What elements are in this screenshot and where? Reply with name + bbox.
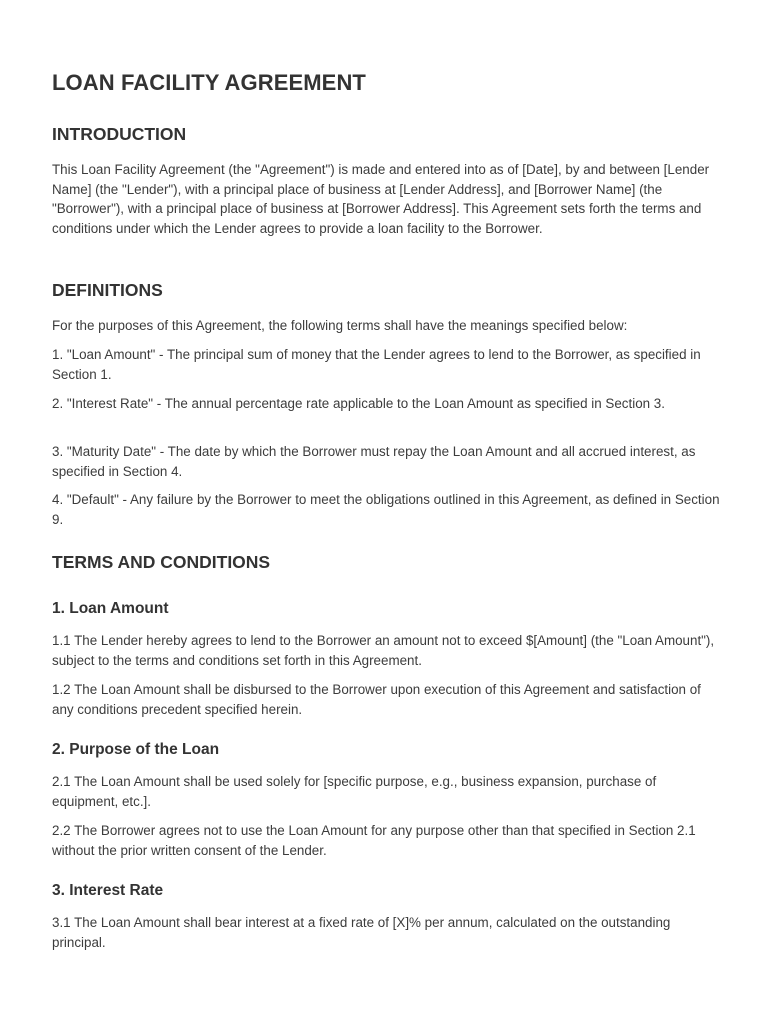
section-1-1-paragraph: 1.1 The Lender hereby agrees to lend to the Borrower an amount not to exceed $[Amount] (the "Loan Amount"), subject to the terms and conditions set forth in this Agreement.: [52, 633, 715, 668]
section-1-heading: 1. Loan Amount: [52, 600, 169, 617]
definition-item-maturity-date: 3. "Maturity Date" - The date by which the Borrower must repay the Loan Amount and all accrued interest, as specified in Section 4.: [52, 444, 696, 479]
definitions-heading: DEFINITIONS: [52, 280, 163, 300]
introduction-paragraph: This Loan Facility Agreement (the "Agreement") is made and entered into as of [Date], by and between [Lender Name] (the "Lender"), with a principal place of business at [Lender Address], and [Borrower Name] (the "Borrower"), with a principal place of business at [Borrower Address]. This Agreement sets forth the terms and conditions under which the Lender agrees to provide a loan facility to the Borrower.: [52, 162, 710, 236]
section-2-heading: 2. Purpose of the Loan: [52, 741, 220, 758]
section-2-1-paragraph: 2.1 The Loan Amount shall be used solely for [specific purpose, e.g., business expansion, purchase of equipment, etc.].: [52, 774, 657, 809]
section-3-heading: 3. Interest Rate: [52, 882, 164, 899]
definitions-intro: For the purposes of this Agreement, the following terms shall have the meanings specified below:: [52, 318, 628, 333]
section-2-2-paragraph: 2.2 The Borrower agrees not to use the Loan Amount for any purpose other than that specified in Section 2.1 without the prior written consent of the Lender.: [52, 823, 696, 858]
definition-item-interest-rate: 2. "Interest Rate" - The annual percentage rate applicable to the Loan Amount as specified in Section 3.: [52, 396, 665, 411]
definition-item-loan-amount: 1. "Loan Amount" - The principal sum of money that the Lender agrees to lend to the Borrower, as specified in Section 1.: [52, 347, 701, 382]
section-1-2-paragraph: 1.2 The Loan Amount shall be disbursed to the Borrower upon execution of this Agreement and satisfaction of any conditions precedent specified herein.: [52, 682, 701, 717]
terms-heading: TERMS AND CONDITIONS: [52, 552, 271, 572]
introduction-heading: INTRODUCTION: [52, 124, 187, 144]
document-title: LOAN FACILITY AGREEMENT: [52, 70, 366, 95]
section-3-1-paragraph: 3.1 The Loan Amount shall bear interest at a fixed rate of [X]% per annum, calculated on the outstanding principal.: [52, 915, 671, 950]
definition-item-default: 4. "Default" - Any failure by the Borrower to meet the obligations outlined in this Agreement, as defined in Section 9.: [52, 492, 720, 527]
